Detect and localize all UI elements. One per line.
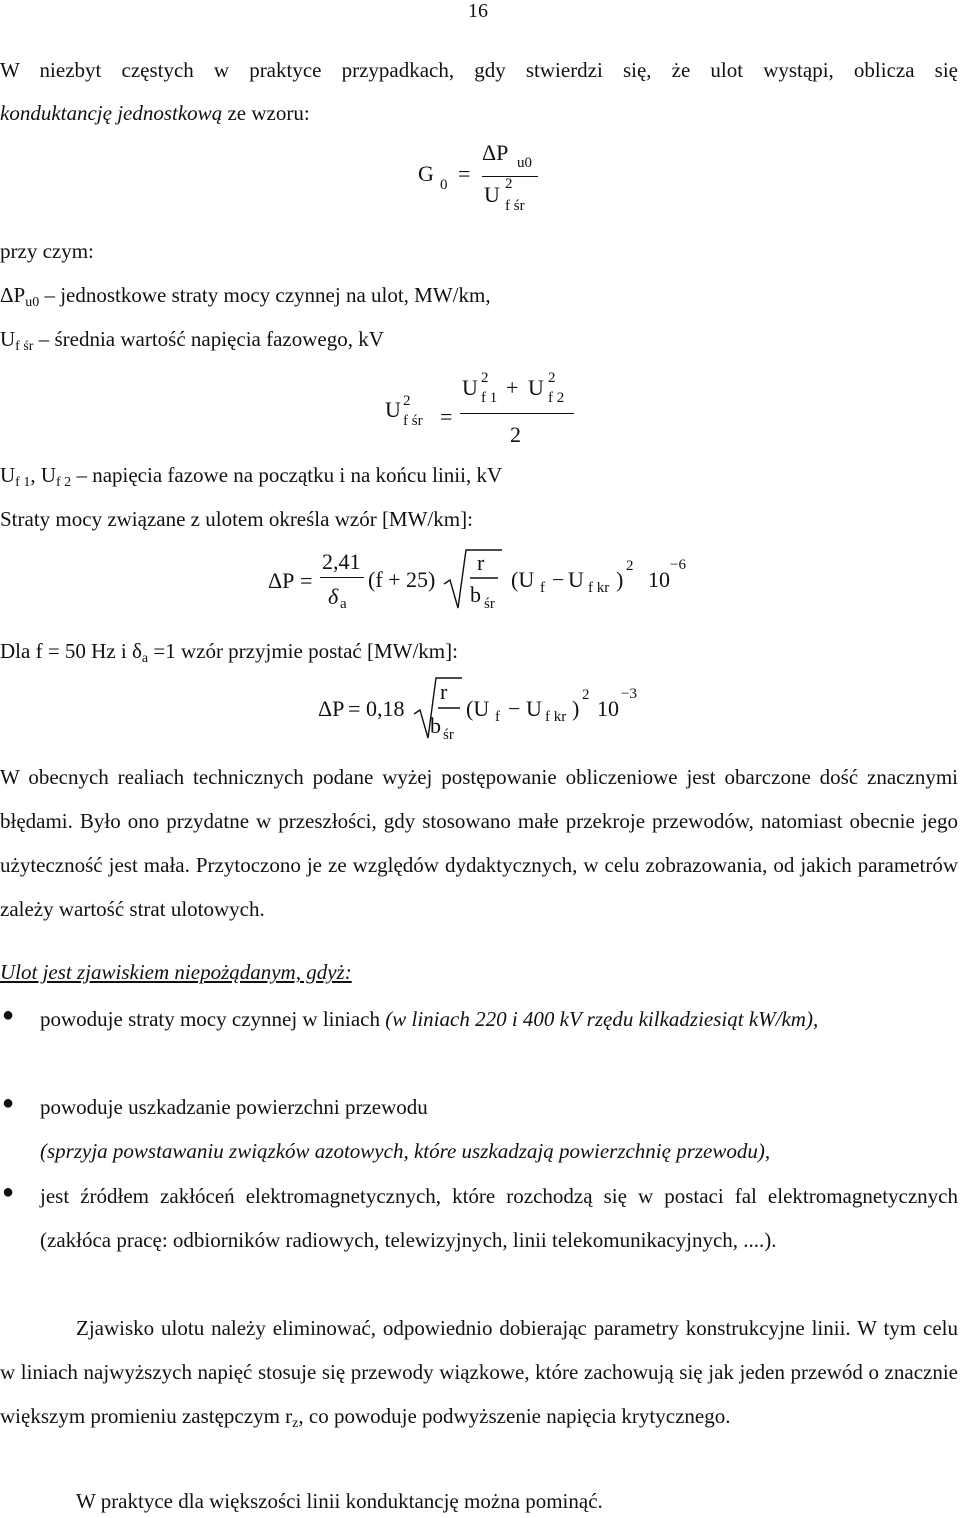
intro-tail: ze wzoru:: [222, 101, 310, 125]
formula-subscript: f śr: [505, 198, 525, 214]
fraction-bar: [460, 413, 574, 414]
para-tail: , co powoduje podwyższenie napięcia krytycznego.: [298, 1404, 731, 1428]
formula-superscript: 2: [505, 176, 513, 192]
def-text: – jednostkowe straty mocy czynnej na ulot, MW/km,: [39, 283, 491, 307]
root-denominator: b: [470, 582, 481, 607]
formula-subscript: f kr: [545, 709, 567, 725]
formula-numerator: U: [462, 375, 478, 400]
formula-subscript: u0: [517, 155, 532, 171]
term-konduktancja: konduktancję jednostkową: [0, 101, 223, 125]
def-separator: ,: [30, 463, 41, 487]
root-denominator: b: [430, 713, 441, 738]
formula-subscript: f 2: [548, 390, 565, 406]
formula-numerator: U: [528, 375, 544, 400]
formula-paren: ): [616, 567, 624, 592]
final-line: W praktyce dla większości linii konduktancję można pominąć.: [76, 1489, 603, 1513]
dla-pre: Dla f = 50 Hz i: [0, 639, 132, 663]
formula-equals: =: [348, 696, 361, 721]
dla-post: =1 wzór przyjmie postać [MW/km]:: [148, 639, 458, 663]
formula-frequency-term: (f + 25): [368, 567, 436, 592]
formula-numerator: ΔP: [482, 140, 509, 165]
formula-superscript: 2: [481, 370, 489, 386]
formula-plus: +: [506, 375, 519, 400]
intro-line: W niezbyt częstych w praktyce przypadkach, gdy stwierdzi się, że ulot wystąpi, oblicza się: [0, 58, 958, 82]
definition-ufsr: [0, 322, 384, 364]
formula-subscript: f: [540, 580, 545, 596]
def-text: – napięcia fazowe na początku i na końcu linii, kV: [71, 463, 503, 487]
root-numerator: r: [440, 679, 448, 704]
formula-subscript: a: [340, 596, 347, 612]
formula-superscript: 2: [626, 558, 634, 574]
bullet-icon: ●: [2, 1181, 15, 1203]
formula-paren: (U: [511, 567, 535, 592]
formula-symbol: U: [385, 397, 401, 422]
formula-superscript: 2: [582, 687, 590, 703]
section-heading: Ulot jest zjawiskiem niepożądanym, gdyż:: [0, 960, 352, 984]
formula-symbol: ΔP: [268, 568, 295, 593]
def-text: – średnia wartość napięcia fazowego, kV: [33, 327, 384, 351]
formula-subscript: f: [495, 709, 500, 725]
def-symbol: U: [0, 327, 16, 351]
formula-equals: =: [300, 568, 313, 593]
formula-numerator: 2,41: [322, 549, 361, 574]
formula-coefficient: 0,18: [366, 696, 405, 721]
formula-minus: −: [508, 696, 521, 721]
def-subscript: f śr: [15, 339, 34, 354]
formula-subscript: f 1: [481, 390, 498, 406]
paragraph-elimination: [0, 1306, 958, 1446]
formula-subscript: śr: [484, 596, 495, 612]
bullet-text: powoduje straty mocy czynnej w liniach: [40, 1007, 386, 1031]
formula-exponent: −6: [670, 557, 686, 573]
dla-line: [0, 634, 458, 676]
formula-symbol: U: [568, 567, 584, 592]
para-subscript: z: [292, 1416, 299, 1431]
formula-superscript: 2: [548, 370, 556, 386]
formula-denominator: 2: [510, 422, 521, 447]
def-subscript: f 2: [56, 475, 72, 490]
delta-symbol: δ: [131, 639, 142, 663]
losses-intro: Straty mocy związane z ulotem określa wzór [MW/km]:: [0, 507, 473, 531]
delta-symbol: δ: [328, 584, 339, 609]
def-symbol: U: [40, 463, 57, 487]
formula-symbol: U: [526, 696, 542, 721]
formula-symbol: G: [418, 161, 434, 186]
formula-subscript: f śr: [403, 413, 423, 429]
formula-paren: (U: [466, 696, 490, 721]
bullet-item-1: [40, 997, 958, 1041]
where-label: przy czym:: [0, 239, 94, 263]
formula-ten: 10: [648, 567, 670, 592]
formula-equals: =: [440, 404, 453, 429]
formula-ten: 10: [597, 696, 619, 721]
formula-superscript: 2: [403, 393, 411, 409]
def-subscript: f 1: [15, 475, 31, 490]
bullet-icon: ●: [2, 1092, 15, 1114]
formula-subscript: f kr: [588, 580, 610, 596]
formula-equals: =: [458, 161, 471, 186]
formula-exponent: −3: [621, 686, 637, 702]
bullet-item-2: [40, 1085, 958, 1173]
bullet-item-3: jest źródłem zakłóceń elektromagnetycznych, które rozchodzą się w postaci fal elektromagnetycznych (zakłóca pracę: odbiorników radiowych, telewizyjnych, linii telekomunikacyjnych, ....).: [40, 1184, 958, 1252]
def-subscript: u0: [25, 295, 40, 310]
definition-dpu0: [0, 278, 491, 320]
bullet-text: powoduje uszkadzanie powierzchni przewodu: [40, 1095, 428, 1119]
formula-paren: ): [572, 696, 580, 721]
intro-line-2: [0, 96, 310, 130]
bullet-italic: (sprzyja powstawaniu związków azotowych, które uszkadzają powierzchnię przewodu),: [40, 1139, 771, 1163]
formula-denominator: U: [484, 182, 500, 207]
paragraph-reality: W obecnych realiach technicznych podane wyżej postępowanie obliczeniowe jest obarczone dość znacznymi błędami. Było ono przydatne w przeszłości, gdy stosowano małe przekroje przewodów, natomiast obecnie jego użyteczność jest mała. Przytoczono je ze względów dydaktycznych, w celu zobrazowania, od jakich parametrów zależy wartość strat ulotowych.: [0, 765, 958, 921]
formula-minus: −: [552, 567, 565, 592]
formula-symbol: ΔP: [318, 696, 345, 721]
root-numerator: r: [477, 550, 485, 575]
page-number: 16: [468, 0, 488, 22]
bullet-icon: ●: [2, 1004, 15, 1026]
formula-subscript: 0: [440, 177, 448, 193]
formula-subscript: śr: [443, 727, 454, 743]
bullet-italic: (w liniach 220 i 400 kV rzędu kilkadziesiąt kW/km),: [385, 1007, 819, 1031]
def-symbol: U: [0, 463, 16, 487]
dla-subscript: a: [141, 651, 149, 666]
def-symbol: ΔP: [0, 283, 26, 307]
para-text: Zjawisko ulotu należy eliminować, odpowiednio dobierając parametry konstrukcyjne linii. W tym celu w liniach najwyższych napięć stosuje się przewody wiązkowe, które zachowują się jak jeden przewód o znacznie większym promieniu zastępczym r: [0, 1316, 958, 1428]
definition-uf1-uf2: [0, 458, 502, 500]
fraction-bar: [320, 577, 364, 578]
